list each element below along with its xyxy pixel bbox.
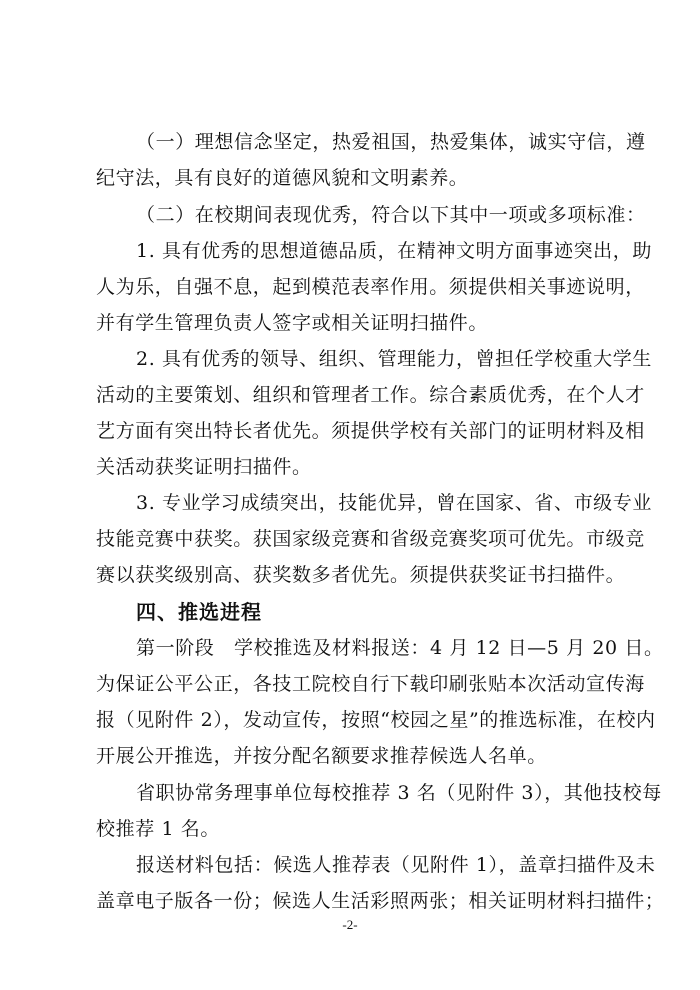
paragraph-line: 关活动获奖证明扫描件。 [96,456,312,478]
paragraph-line: 盖章电子版各一份；候选人生活彩照两张；相关证明材料扫描件； [96,890,665,912]
paragraph-line: 为保证公平公正，各技工院校自行下载印刷张贴本次活动宣传海 [96,673,645,695]
paragraph-line: （一）理想信念坚定，热爱祖国，热爱集体，诚实守信，遵 [136,131,646,153]
paragraph-line: 1. 具有优秀的思想道德品质，在精神文明方面事迹突出，助 [136,240,652,262]
paragraph-line: 并有学生管理负责人签字或相关证明扫描件。 [96,312,489,334]
paragraph-line: 报（见附件 2），发动宣传，按照“校园之星”的推选标准，在校内 [96,709,656,731]
paragraph-line: 赛以获奖级别高、获奖数多者优先。须提供获奖证书扫描件。 [96,564,626,586]
paragraph-line: 校推荐 1 名。 [96,818,220,840]
paragraph-line: 2. 具有优秀的领导、组织、管理能力，曾担任学校重大学生 [136,348,652,370]
paragraph-line: 活动的主要策划、组织和管理者工作。综合素质优秀，在个人才 [96,384,645,406]
paragraph-line: 报送材料包括：候选人推荐表（见附件 1），盖章扫描件及未 [136,854,656,876]
paragraph-line: 艺方面有突出特长者优先。须提供学校有关部门的证明材料及相 [96,420,645,442]
paragraph-line: 人为乐，自强不息，起到模范表率作用。须提供相关事迹说明， [96,276,645,298]
paragraph-line: （二）在校期间表现优秀，符合以下其中一项或多项标准： [136,204,646,226]
paragraph-line: 开展公开推选，并按分配名额要求推荐候选人名单。 [96,745,547,767]
section-heading: 四、推选进程 [136,600,262,624]
paragraph-line: 第一阶段 学校推选及材料报送：4 月 12 日—5 月 20 日。 [136,637,664,659]
paragraph-line: 省职协常务理事单位每校推荐 3 名（见附件 3），其他技校每 [136,782,662,804]
paragraph-line: 纪守法，具有良好的道德风貌和文明素养。 [96,167,469,189]
paragraph-line: 技能竞赛中获奖。获国家级竞赛和省级竞赛奖项可优先。市级竞 [96,528,645,550]
page-number: -2- [342,917,358,932]
paragraph-line: 3. 专业学习成绩突出，技能优异，曾在国家、省、市级专业 [136,492,652,514]
